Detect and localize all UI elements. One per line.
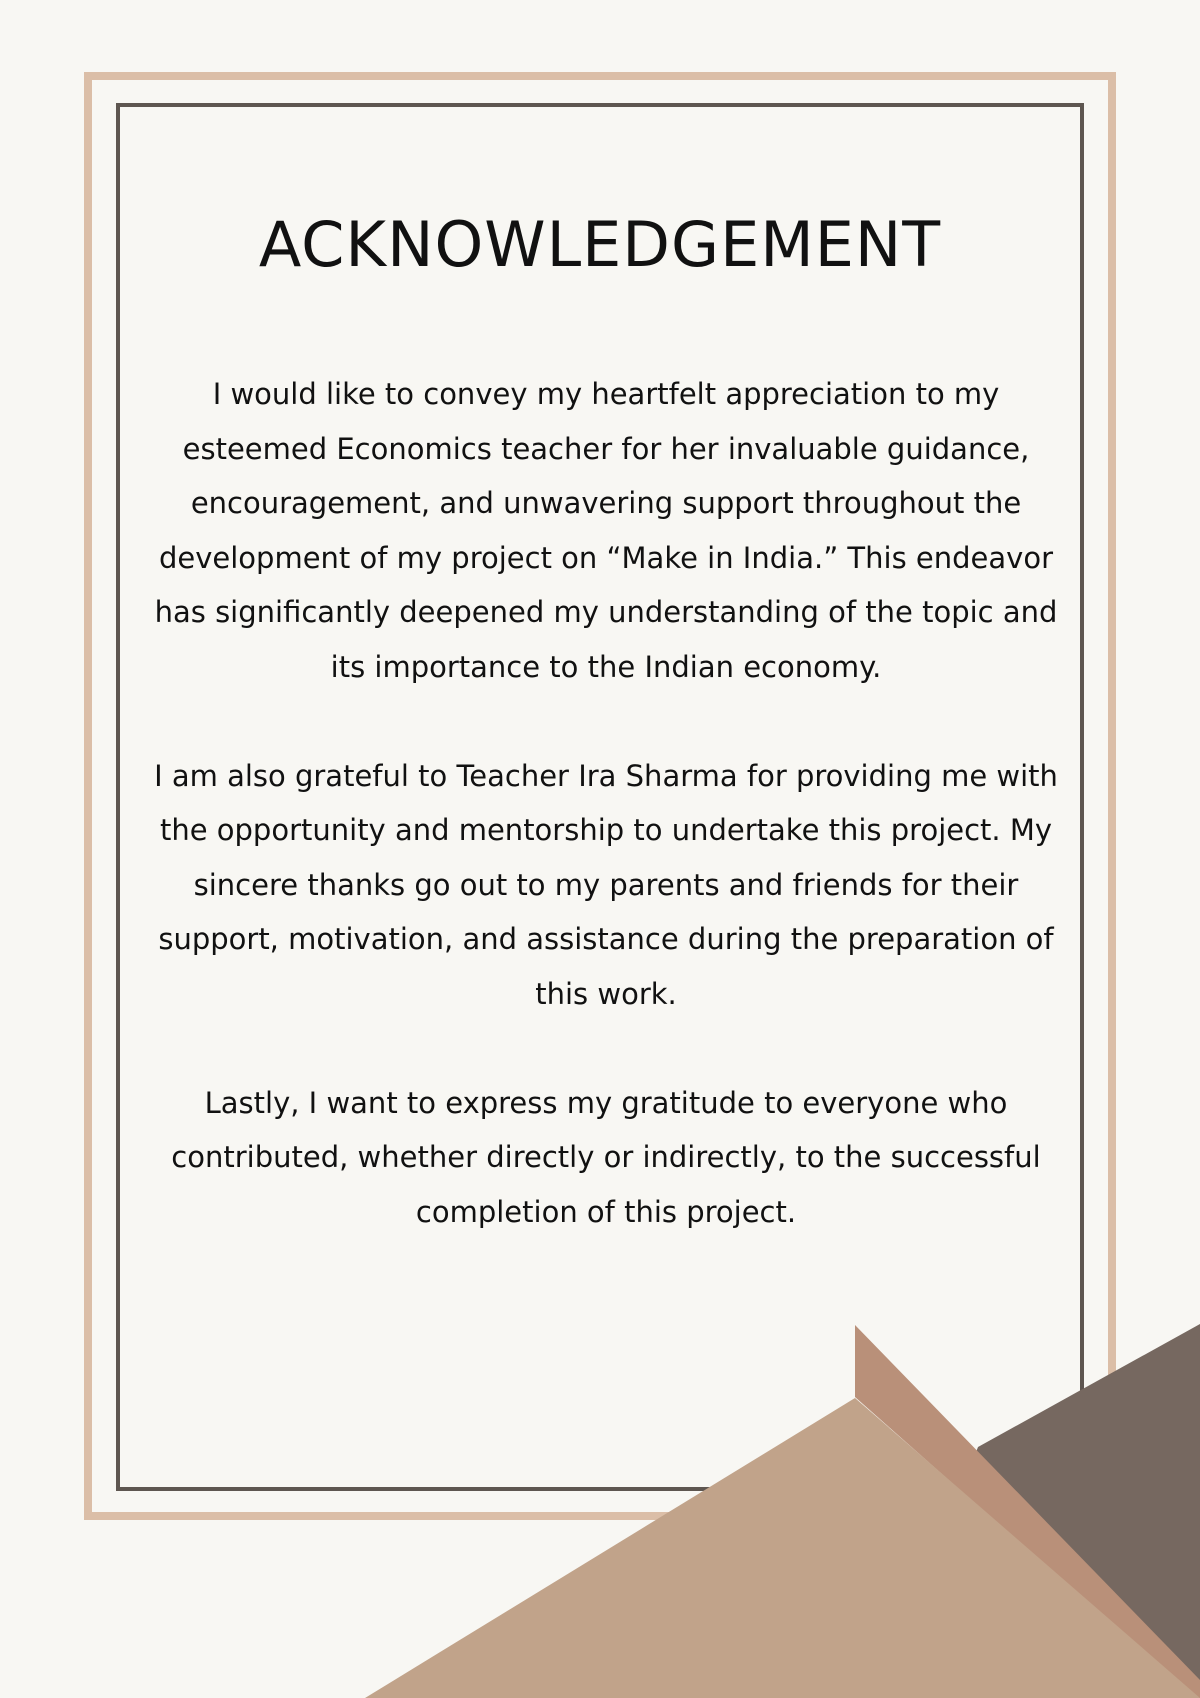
paragraph-appreciation: I would like to convey my heartfelt appreciation to my esteemed Economics teacher for her invaluable guidance, encouragement, and unwavering support throughout the development of my project on “Make in India.” This endeavor has significantly deepened my understanding of the topic and its importance to the Indian economy. bbox=[154, 377, 1058, 684]
page-title: ACKNOWLEDGEMENT bbox=[258, 208, 942, 281]
paragraph-closing: Lastly, I want to express my gratitude to everyone who contributed, whether directly or indirectly, to the successful completion of this project. bbox=[171, 1085, 1041, 1229]
acknowledgement-body bbox=[136, 367, 1076, 1239]
paragraph-gratitude: I am also grateful to Teacher Ira Sharma for providing me with the opportunity and mentorship to undertake this project. My sincere thanks go out to my parents and friends for their support, motivation, and assistance during the preparation of this work. bbox=[154, 758, 1058, 1011]
